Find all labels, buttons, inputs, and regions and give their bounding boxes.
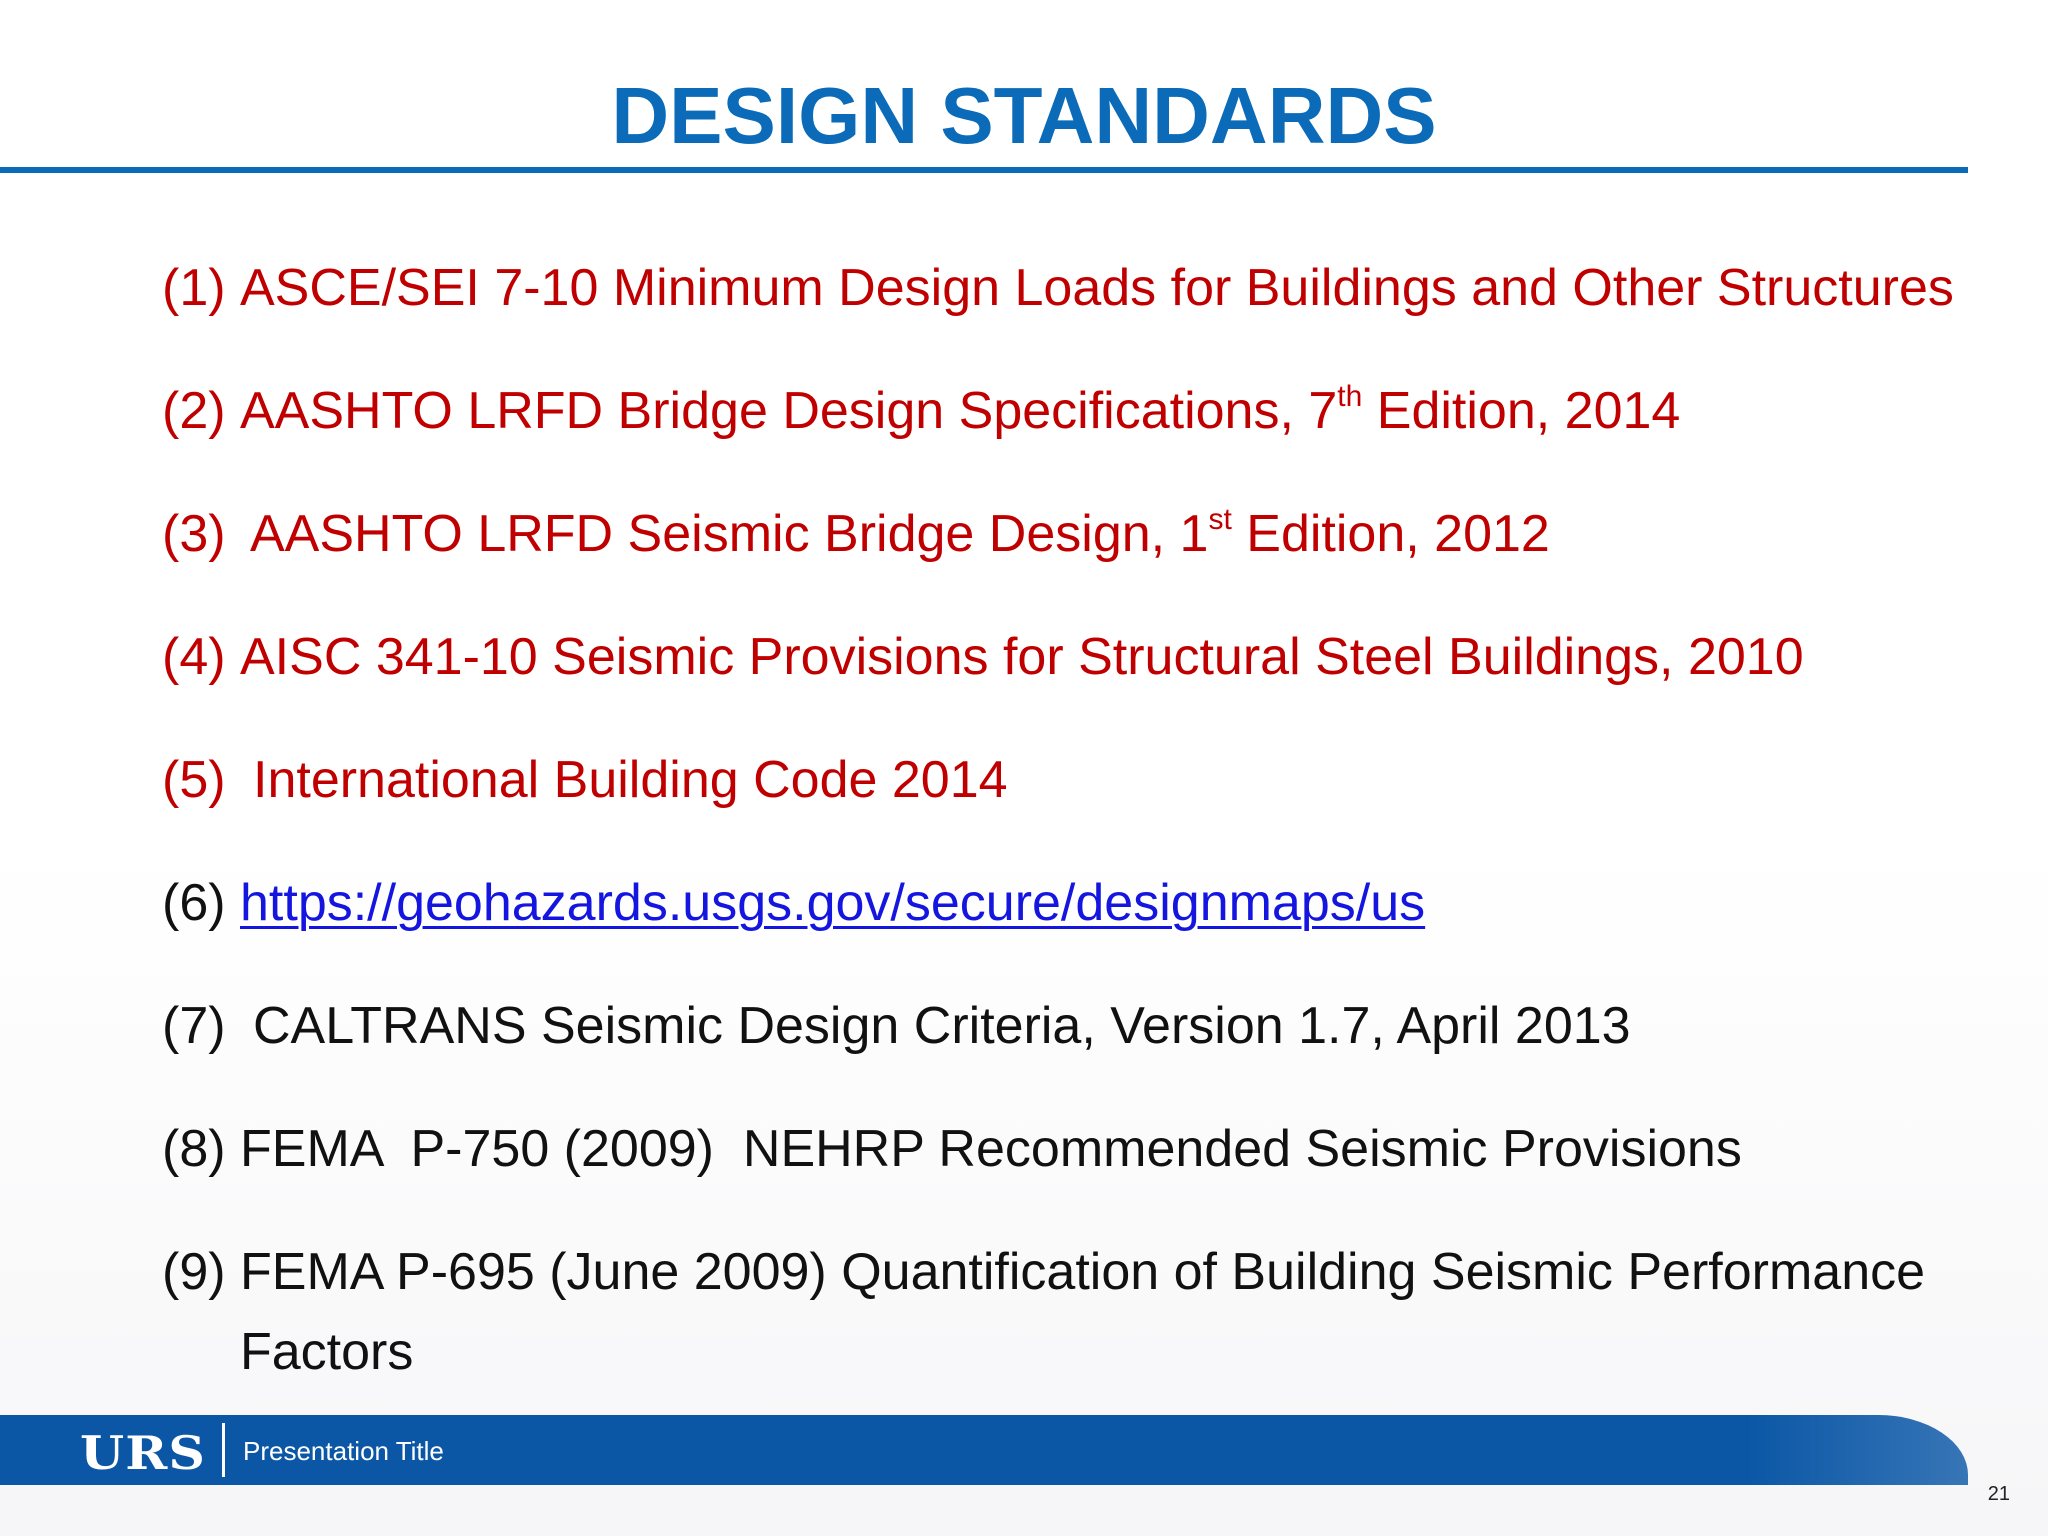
title-divider xyxy=(0,167,1968,173)
item-text-main: AASHTO LRFD Seismic Bridge Design, 1 xyxy=(250,505,1209,563)
item-text-tail: Edition, 2012 xyxy=(1231,505,1550,563)
item-number: (8) xyxy=(162,1120,226,1178)
list-item-8 xyxy=(162,1113,1942,1236)
standards-list xyxy=(162,252,1954,1381)
item-number: (4) xyxy=(162,628,226,686)
urs-logo: URS xyxy=(80,1426,207,1480)
item-superscript: th xyxy=(1337,380,1363,413)
item-number: (9) xyxy=(162,1243,226,1301)
page-number: 21 xyxy=(1987,1483,2010,1505)
list-item-2 xyxy=(162,375,1942,498)
item-text: ASCE/SEI 7-10 Minimum Design Loads for Buildings and Other Structures xyxy=(240,259,1954,317)
list-item-9 xyxy=(162,1236,1942,1381)
slide-title: DESIGN STANDARDS xyxy=(611,71,1437,160)
item-text: FEMA P-750 (2009) NEHRP Recommended Seismic Provisions xyxy=(240,1120,1742,1178)
item-text-main: AASHTO LRFD Bridge Design Specifications, 7 xyxy=(240,382,1338,440)
presentation-title: Presentation Title xyxy=(243,1436,444,1466)
item-text-tail: Edition, 2014 xyxy=(1362,382,1681,440)
item-text xyxy=(240,375,1680,447)
list-item-6 xyxy=(162,867,1942,990)
list-item-7 xyxy=(162,990,1942,1113)
item-number: (3) xyxy=(162,505,226,563)
list-item-5 xyxy=(162,744,1942,867)
list-item-4 xyxy=(162,621,1942,744)
item-text: International Building Code 2014 xyxy=(253,751,1008,809)
list-item-3 xyxy=(162,498,1942,621)
item-number: (1) xyxy=(162,259,226,317)
item-superscript: st xyxy=(1208,503,1232,536)
list-item-1 xyxy=(162,252,1954,375)
item-text xyxy=(250,498,1550,570)
item-number: (6) xyxy=(162,874,226,932)
item-number: (7) xyxy=(162,997,226,1055)
footer-divider xyxy=(222,1423,225,1477)
footer-sheen xyxy=(1748,1415,1968,1485)
designmaps-link[interactable]: https://geohazards.usgs.gov/secure/designmaps/us xyxy=(240,874,1426,932)
item-text-continuation: Factors xyxy=(240,1323,414,1381)
item-number: (5) xyxy=(162,751,226,809)
item-text: AISC 341-10 Seismic Provisions for Structural Steel Buildings, 2010 xyxy=(240,628,1804,686)
item-number: (2) xyxy=(162,382,226,440)
item-text: FEMA P-695 (June 2009) Quantification of Building Seismic Performance xyxy=(240,1243,1926,1301)
item-text: CALTRANS Seismic Design Criteria, Version 1.7, April 2013 xyxy=(253,997,1631,1055)
